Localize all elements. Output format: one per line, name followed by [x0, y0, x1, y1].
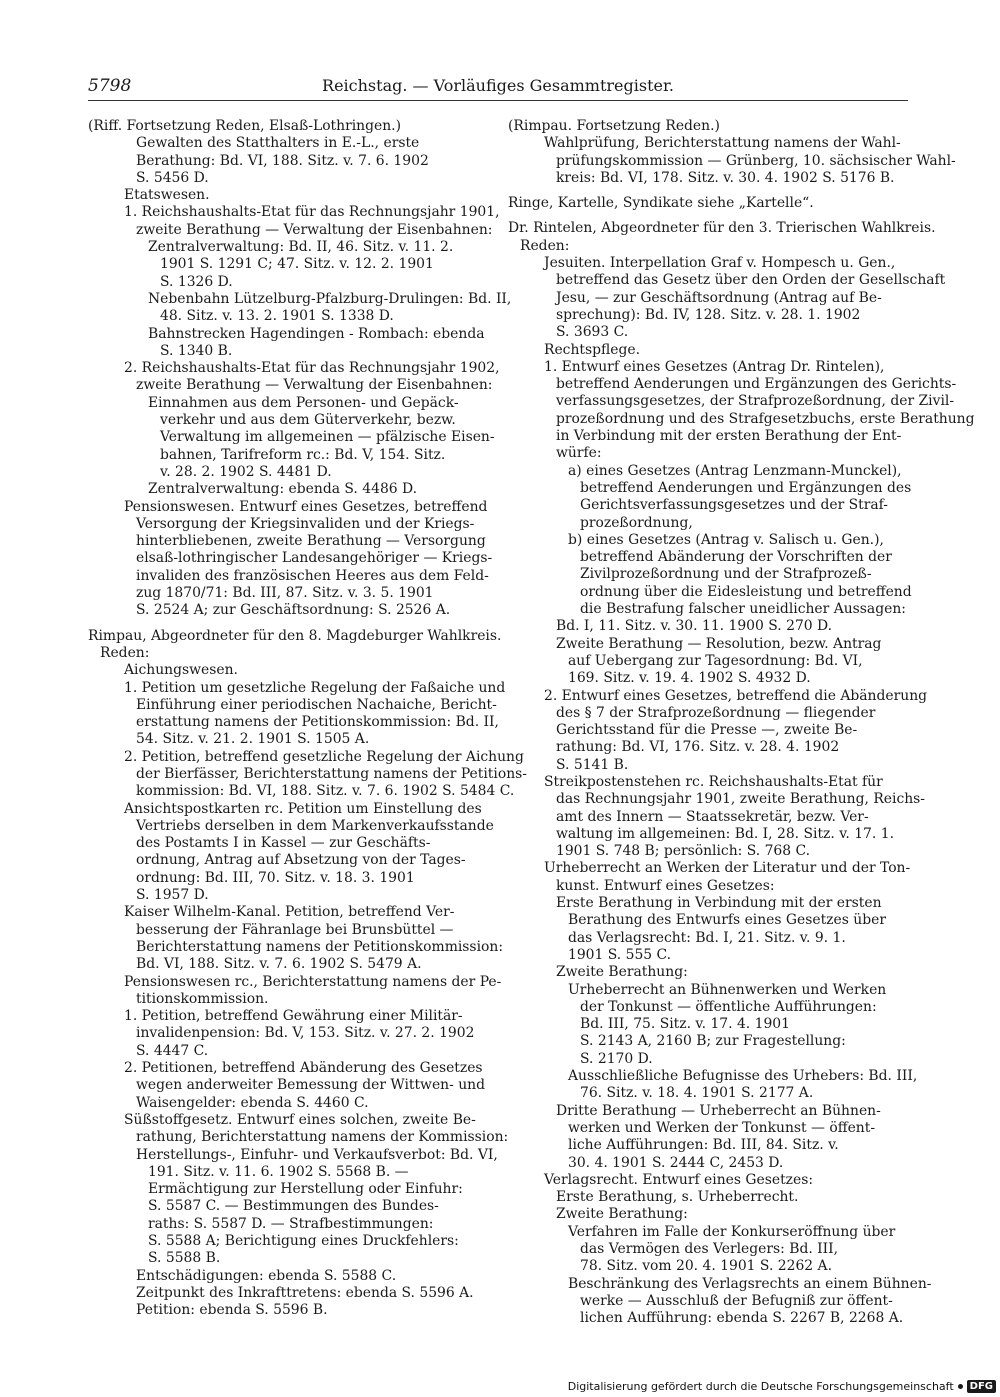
left-column [88, 118, 527, 1319]
index-line: Verwaltung im allgemeinen — pfälzische Eisen- [160, 429, 495, 446]
index-line: ordnung, Antrag auf Absetzung von der Tages- [136, 852, 466, 869]
index-line: zweite Berathung — Verwaltung der Eisenbahnen: [136, 221, 493, 238]
index-line: 54. Sitz. v. 21. 2. 1901 S. 1505 A. [136, 731, 370, 748]
index-line: prozeßordnung und des Strafgesetzbuchs, erste Berathung [556, 410, 975, 427]
index-line: 2. Petition, betreffend gesetzliche Regelung der Aichung [124, 748, 524, 765]
index-line: S. 5141 B. [556, 756, 629, 773]
index-line: das Vermögen des Verlegers: Bd. III, [580, 1241, 839, 1257]
index-line: S. 5588 A; Berichtigung eines Druckfehlers: [148, 1233, 459, 1249]
index-line: prüfungskommission — Grünberg, 10. sächsischer Wahl- [556, 152, 956, 169]
page-number: 5798 [88, 76, 132, 96]
index-line: invaliden des französischen Heeres aus dem Feld- [136, 567, 489, 584]
index-line: S. 1326 D. [160, 273, 233, 290]
index-line: 1901 S. 555 C. [568, 946, 672, 963]
running-title: Reichstag. — Vorläufiges Gesammtregister. [322, 76, 674, 95]
index-line: Rechtspflege. [544, 341, 641, 358]
index-line: Jesu, — zur Geschäftsordnung (Antrag auf Be- [556, 289, 882, 306]
index-line: Einführung einer periodischen Nachaiche, Bericht- [136, 696, 497, 713]
dfg-logo: DFG [967, 1380, 996, 1393]
index-line: das Verlagsrecht: Bd. I, 21. Sitz. v. 9. 1. [568, 929, 846, 946]
footer-text: Digitalisierung gefördert durch die Deutsche Forschungsgemeinschaft [567, 1380, 954, 1393]
index-line: 191. Sitz. v. 11. 6. 1902 S. 5568 B. — [148, 1163, 409, 1180]
index-line: auf Uebergang zur Tagesordnung: Bd. VI, [568, 652, 863, 669]
index-line: Zivilprozeßordnung und der Strafprozeß- [580, 566, 872, 583]
index-line: Ermächtigung zur Herstellung oder Einfuhr: [148, 1181, 463, 1198]
index-line: rathung: Bd. VI, 176. Sitz. v. 28. 4. 1902 [556, 739, 840, 756]
index-line: Berathung des Entwurfs eines Gesetzes über [568, 912, 886, 929]
index-line: Zweite Berathung: [556, 1206, 688, 1223]
index-line: des § 7 der Strafprozeßordnung — fliegender [556, 704, 876, 721]
index-line: Berathung: Bd. VI, 188. Sitz. v. 7. 6. 1902 [136, 152, 429, 169]
index-line: Urheberrecht an Bühnenwerken und Werken [568, 981, 887, 998]
index-line: betreffend das Gesetz über den Orden der Gesellschaft [556, 272, 946, 289]
index-line: Verlagsrecht. Entwurf eines Gesetzes: [544, 1171, 814, 1188]
index-line: S. 4447 C. [136, 1042, 209, 1059]
index-line: Entschädigungen: ebenda S. 5588 C. [136, 1267, 397, 1284]
index-line: besserung der Fähranlage bei Brunsbüttel — [136, 921, 454, 938]
index-line: Rimpau, Abgeordneter für den 8. Magdeburger Wahlkreis. [88, 627, 502, 644]
index-line: ordnung: Bd. III, 70. Sitz. v. 18. 3. 1901 [136, 869, 415, 886]
index-line: werken und Werken der Tonkunst — öffent- [568, 1119, 876, 1136]
index-line: 2. Petitionen, betreffend Abänderung des Gesetzes [124, 1060, 483, 1077]
index-line: Kaiser Wilhelm-Kanal. Petition, betreffend Ver- [124, 904, 455, 921]
index-line: titionskommission. [136, 990, 269, 1007]
index-line: prozeßordnung, [580, 514, 693, 531]
index-line: Waisengelder: ebenda S. 4460 C. [136, 1094, 369, 1111]
index-line: raths: S. 5587 D. — Strafbestimmungen: [148, 1215, 434, 1232]
index-line: Bd. VI, 188. Sitz. v. 7. 6. 1902 S. 5479 A. [136, 956, 422, 973]
index-line: 78. Sitz. vom 20. 4. 1901 S. 2262 A. [580, 1258, 832, 1275]
index-line: invalidenpension: Bd. V, 153. Sitz. v. 27. 2. 1902 [136, 1025, 475, 1042]
index-line: a) eines Gesetzes (Antrag Lenzmann-Munckel), [568, 462, 902, 479]
index-line: Gerichtsverfassungsgesetzes und der Straf- [580, 497, 888, 514]
index-line: (Rimpau. Fortsetzung Reden.) [508, 118, 720, 134]
index-line: S. 2524 A; zur Geschäftsordnung: S. 2526 A. [136, 602, 451, 619]
index-line: b) eines Gesetzes (Antrag v. Salisch u. Gen.), [568, 531, 884, 548]
index-line: amt des Innern — Staatssekretär, bezw. Ver- [556, 808, 869, 825]
index-line: Versorgung der Kriegsinvaliden und der Kriegs- [136, 515, 475, 532]
index-line: Gerichtsstand für die Presse —, zweite Be- [556, 722, 858, 739]
index-line: kreis: Bd. VI, 178. Sitz. v. 30. 4. 1902 S. 5176 B. [556, 169, 895, 186]
index-line: Beschränkung des Verlagsrechts an einem Bühnen- [568, 1275, 932, 1292]
index-line: betreffend Aenderungen und Ergänzungen des Gerichts- [556, 376, 957, 393]
index-line: Erste Berathung, s. Urheberrecht. [556, 1189, 799, 1206]
index-line: liche Aufführungen: Bd. III, 84. Sitz. v. [568, 1137, 839, 1154]
index-line: Zentralverwaltung: Bd. II, 46. Sitz. v. 11. 2. [148, 239, 454, 256]
index-line: S. 5587 C. — Bestimmungen des Bundes- [148, 1198, 439, 1215]
index-line: Zeitpunkt des Inkrafttretens: ebenda S. 5596 A. [136, 1284, 474, 1301]
index-line: Berichterstattung namens der Petitionskommission: [136, 938, 503, 955]
index-line: S. 1957 D. [136, 887, 209, 904]
index-line: Ansichtspostkarten rc. Petition um Einstellung des [124, 800, 482, 817]
index-line: elsaß-lothringischer Landesangehöriger — Kriegs- [136, 550, 493, 567]
index-line: wegen anderweiter Bemessung der Wittwen- und [136, 1077, 486, 1094]
index-line: S. 5456 D. [136, 169, 209, 186]
index-line: Etatswesen. [124, 187, 210, 204]
index-line: kunst. Entwurf eines Gesetzes: [556, 877, 775, 894]
index-line: rathung, Berichterstattung namens der Kommission: [136, 1129, 509, 1146]
index-line: 2. Entwurf eines Gesetzes, betreffend die Abänderung [544, 687, 928, 704]
index-line: zweite Berathung — Verwaltung der Eisenbahnen: [136, 377, 493, 394]
index-line: Aichungswesen. [124, 662, 238, 679]
index-line: verkehr und aus dem Güterverkehr, bezw. [160, 412, 456, 429]
index-line: Wahlprüfung, Berichterstattung namens der Wahl- [544, 135, 901, 152]
index-line: Pensionswesen rc., Berichterstattung namens der Pe- [124, 973, 502, 990]
index-line: Dritte Berathung — Urheberrecht an Bühnen- [556, 1102, 881, 1119]
index-line: 1. Reichshaushalts-Etat für das Rechnungsjahr 1901, [124, 204, 500, 221]
index-line: Reden: [520, 237, 570, 254]
index-line: Gewalten des Statthalters in E.-L., erste [136, 135, 420, 152]
index-line: S. 1340 B. [160, 342, 233, 359]
index-line: Einnahmen aus dem Personen- und Gepäck- [148, 394, 459, 411]
index-line: Zweite Berathung: [556, 964, 688, 981]
index-line: 30. 4. 1901 S. 2444 C, 2453 D. [568, 1154, 784, 1171]
index-line: Dr. Rintelen, Abgeordneter für den 3. Trierischen Wahlkreis. [508, 220, 936, 237]
index-line: Urheberrecht an Werken der Literatur und der Ton- [544, 860, 911, 877]
index-line: S. 3693 C. [556, 324, 629, 341]
index-line: 48. Sitz. v. 13. 2. 1901 S. 1338 D. [160, 308, 394, 325]
index-line: hinterbliebenen, zweite Berathung — Versorgung [136, 533, 486, 550]
index-line: verfassungsgesetzes, der Strafprozeßordnung, der Zivil- [556, 393, 955, 410]
index-line: bahnen, Tarifreform rc.: Bd. V, 154. Sitz. [160, 446, 446, 463]
index-line: in Verbindung mit der ersten Berathung der Ent- [556, 428, 902, 445]
index-line: Süßstoffgesetz. Entwurf eines solchen, zweite Be- [124, 1111, 476, 1128]
index-line: das Rechnungsjahr 1901, zweite Berathung, Reichs- [556, 791, 926, 808]
index-line: Streikpostenstehen rc. Reichshaushalts-Etat für [544, 773, 883, 790]
index-line: sprechung): Bd. IV, 128. Sitz. v. 28. 1. 1902 [556, 306, 861, 323]
index-line: Ausschließliche Befugnisse des Urhebers: Bd. III, [568, 1068, 918, 1085]
index-line: Vertriebs derselben in dem Markenverkaufsstande [136, 817, 494, 834]
index-line: 76. Sitz. v. 18. 4. 1901 S. 2177 A. [580, 1085, 814, 1102]
index-line: Verfahren im Falle der Konkurseröffnung über [568, 1223, 896, 1240]
index-line: ordnung über die Eidesleistung und betreffend [580, 583, 912, 600]
index-line: S. 2143 A, 2160 B; zur Fragestellung: [580, 1033, 846, 1050]
index-line: S. 2170 D. [580, 1050, 653, 1067]
index-line: 1901 S. 1291 C; 47. Sitz. v. 12. 2. 1901 [160, 256, 434, 273]
index-line: Pensionswesen. Entwurf eines Gesetzes, betreffend [124, 498, 488, 515]
index-line: werke — Ausschluß der Befugniß zur öffent- [580, 1292, 893, 1309]
index-line: Zweite Berathung — Resolution, bezw. Antrag [556, 635, 882, 652]
index-line: (Riff. Fortsetzung Reden, Elsaß-Lothringen.) [88, 118, 402, 134]
index-line: v. 28. 2. 1902 S. 4481 D. [160, 463, 332, 480]
index-line: Zentralverwaltung: ebenda S. 4486 D. [148, 481, 418, 498]
index-line: Herstellungs-, Einfuhr- und Verkaufsverbot: Bd. VI, [136, 1146, 498, 1163]
separator-dot [958, 1384, 963, 1389]
index-line: Bd. III, 75. Sitz. v. 17. 4. 1901 [580, 1016, 790, 1033]
index-line: Erste Berathung in Verbindung mit der ersten [556, 895, 882, 912]
right-column [508, 118, 975, 1327]
index-line: waltung im allgemeinen: Bd. I, 28. Sitz. v. 17. 1. [556, 825, 894, 842]
index-line: 2. Reichshaushalts-Etat für das Rechnungsjahr 1902, [124, 360, 500, 377]
running-header [88, 76, 908, 101]
index-line: Reden: [100, 644, 150, 661]
index-line: Petition: ebenda S. 5596 B. [136, 1302, 328, 1319]
index-line: 1. Petition, betreffend Gewährung einer Militär- [124, 1008, 463, 1025]
index-line: 1. Petition um gesetzliche Regelung der Faßaiche und [124, 679, 506, 696]
index-line: Nebenbahn Lützelburg-Pfalzburg-Drulingen: Bd. II, [148, 290, 512, 307]
index-line: kommission: Bd. VI, 188. Sitz. v. 7. 6. 1902 S. 5484 C. [136, 783, 515, 800]
index-line: betreffend Abänderung der Vorschriften der [580, 549, 892, 566]
index-line: Jesuiten. Interpellation Graf v. Hompesch u. Gen., [544, 255, 896, 272]
index-line: Bd. I, 11. Sitz. v. 30. 11. 1900 S. 270 D. [556, 618, 833, 635]
index-line: Bahnstrecken Hagendingen - Rombach: ebenda [148, 325, 485, 342]
index-line: zug 1870/71: Bd. III, 87. Sitz. v. 3. 5. 1901 [136, 585, 434, 602]
index-line: Ringe, Kartelle, Syndikate siehe „Kartelle“. [508, 195, 814, 212]
index-line: erstattung namens der Petitionskommission: Bd. II, [136, 714, 499, 731]
footer [568, 1380, 996, 1393]
index-line: betreffend Aenderungen und Ergänzungen des [580, 479, 912, 496]
index-line: würfe: [556, 445, 602, 462]
index-line: des Postamts I in Kassel — zur Geschäfts- [136, 835, 431, 852]
index-line: lichen Aufführung: ebenda S. 2267 B, 2268 A. [580, 1310, 904, 1327]
index-line: 1. Entwurf eines Gesetzes (Antrag Dr. Rintelen), [544, 358, 885, 375]
index-line: der Tonkunst — öffentliche Aufführungen: [580, 998, 877, 1015]
index-line: S. 5588 B. [148, 1250, 221, 1267]
index-line: 1901 S. 748 B; persönlich: S. 768 C. [556, 843, 811, 860]
index-line: die Bestrafung falscher uneidlicher Aussagen: [580, 601, 906, 618]
index-line: 169. Sitz. v. 19. 4. 1902 S. 4932 D. [568, 670, 811, 687]
index-line: der Bierfässer, Berichterstattung namens der Petitions- [136, 765, 527, 782]
